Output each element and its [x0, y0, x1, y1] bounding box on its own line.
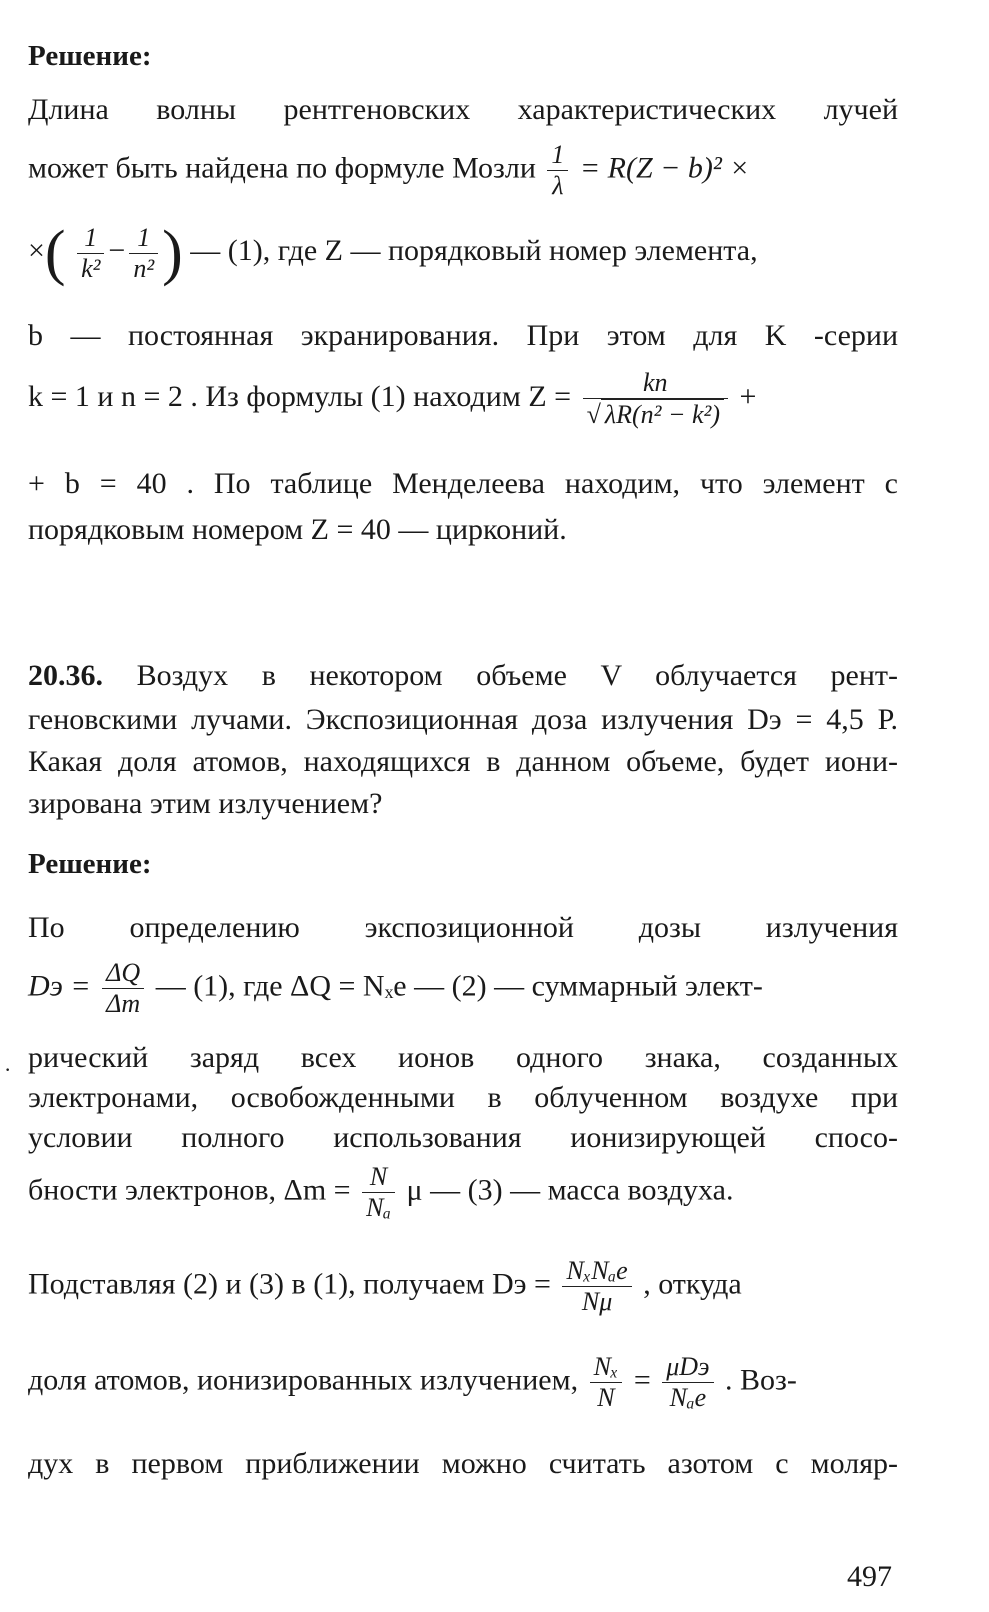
fraction-numerator: NₓNₐe — [562, 1256, 631, 1287]
text-line: рический заряд всех ионов одного знака, созданных — [28, 1041, 898, 1074]
fraction-denominator: Nμ — [581, 1287, 613, 1316]
fraction-denominator: Δm — [106, 989, 141, 1018]
fraction-denominator: √ λR(n² − k²) — [583, 399, 728, 430]
fraction-denominator: N — [597, 1383, 615, 1412]
problem-number: 20.36. — [28, 659, 103, 692]
fraction-numerator: μDэ — [662, 1352, 713, 1383]
page-number: 497 — [847, 1560, 892, 1593]
text-line: порядковым номером Z = 40 — цирконий. — [28, 513, 567, 546]
text-line: + b = 40 . По таблице Менделеева находим, что элемент с — [28, 467, 898, 500]
fraction — [77, 223, 104, 284]
text-span: — (1), где ΔQ = Nₓe — (2) — суммарный элект- — [155, 969, 763, 1003]
fraction-denominator: k² — [81, 253, 101, 283]
text-span: k = 1 и n = 2 . Из формулы (1) находим Z = — [28, 379, 572, 413]
text-span: бности электронов, Δm = — [28, 1173, 351, 1207]
text-span: μ — (3) — масса воздуха. — [406, 1173, 734, 1207]
formula-rhs: = R(Z − b)² × — [579, 151, 750, 185]
fraction-denominator: n² — [133, 253, 155, 283]
fraction — [583, 368, 728, 430]
minus-sign: − — [108, 233, 126, 267]
formula-lhs: Dэ = — [28, 969, 91, 1003]
equals-sign: = — [633, 1363, 651, 1397]
fraction — [102, 958, 144, 1019]
fraction-numerator: N — [362, 1162, 395, 1193]
problem-line: зирована этим излучением? — [28, 787, 383, 820]
fraction-denominator: Nₐ — [366, 1193, 392, 1222]
text-line: b — постоянная экранирования. При этом для K -серии — [28, 319, 898, 352]
text-span: Воздух в некотором объеме V облучается рент- — [136, 659, 899, 692]
text-line: Длина волны рентгеновских характеристических лучей — [28, 93, 898, 126]
substitution-line — [28, 1256, 898, 1317]
text-line: дух в первом приближении можно считать азотом с моляр- — [28, 1447, 898, 1480]
fraction-denominator: Nₐe — [669, 1383, 707, 1412]
text-span: . Воз- — [725, 1363, 797, 1397]
multiply-sign: × — [28, 233, 45, 267]
fraction — [362, 1162, 395, 1223]
text-span: , откуда — [643, 1267, 742, 1301]
fraction-numerator: 1 — [77, 223, 104, 254]
fraction-result-line — [28, 1352, 898, 1413]
z-formula-line — [28, 368, 898, 430]
fraction-denominator: λ — [552, 171, 564, 200]
text-span: Подставляя (2) и (3) в (1), получаем Dэ = — [28, 1267, 551, 1301]
moseley-formula-cont — [28, 219, 898, 287]
text-span: + — [739, 379, 757, 413]
moseley-formula-line — [28, 140, 898, 201]
text-span: — (1), где Z — порядковый номер элемента, — [190, 233, 758, 267]
problem-line — [28, 658, 898, 694]
sqrt-radicand: λR(n² − k²) — [601, 399, 724, 430]
fraction-numerator: ΔQ — [102, 958, 144, 989]
solution-heading-1: Решение: — [28, 40, 152, 72]
fraction-numerator: Nₓ — [590, 1352, 623, 1383]
mass-formula-line — [28, 1162, 898, 1223]
paren-right: ) — [162, 219, 183, 287]
fraction-numerator: 1 — [547, 140, 568, 171]
text-line: условии полного использования ионизирующей спосо- — [28, 1121, 898, 1154]
text-span: может быть найдена по формуле Мозли — [28, 151, 536, 185]
text-span: доля атомов, ионизированных излучением, — [28, 1363, 579, 1397]
text-line: По определению экспозиционной дозы излучения — [28, 911, 898, 944]
fraction — [562, 1256, 631, 1317]
fraction — [590, 1352, 623, 1413]
solution-heading-2: Решение: — [28, 848, 152, 880]
text-line: электронами, освобожденными в облученном воздухе при — [28, 1081, 898, 1114]
fraction — [662, 1352, 713, 1413]
problem-line: геновскими лучами. Экспозиционная доза излучения Dэ = 4,5 Р. — [28, 703, 898, 736]
fraction — [129, 223, 158, 284]
paren-left: ( — [44, 219, 66, 287]
problem-line: Какая доля атомов, находящихся в данном объеме, будет иони- — [28, 745, 898, 778]
fraction — [547, 140, 568, 201]
fraction-numerator: kn — [583, 368, 728, 399]
fraction-numerator: 1 — [129, 223, 158, 254]
margin-mark: · — [4, 1057, 12, 1082]
dose-formula-line — [28, 958, 898, 1019]
